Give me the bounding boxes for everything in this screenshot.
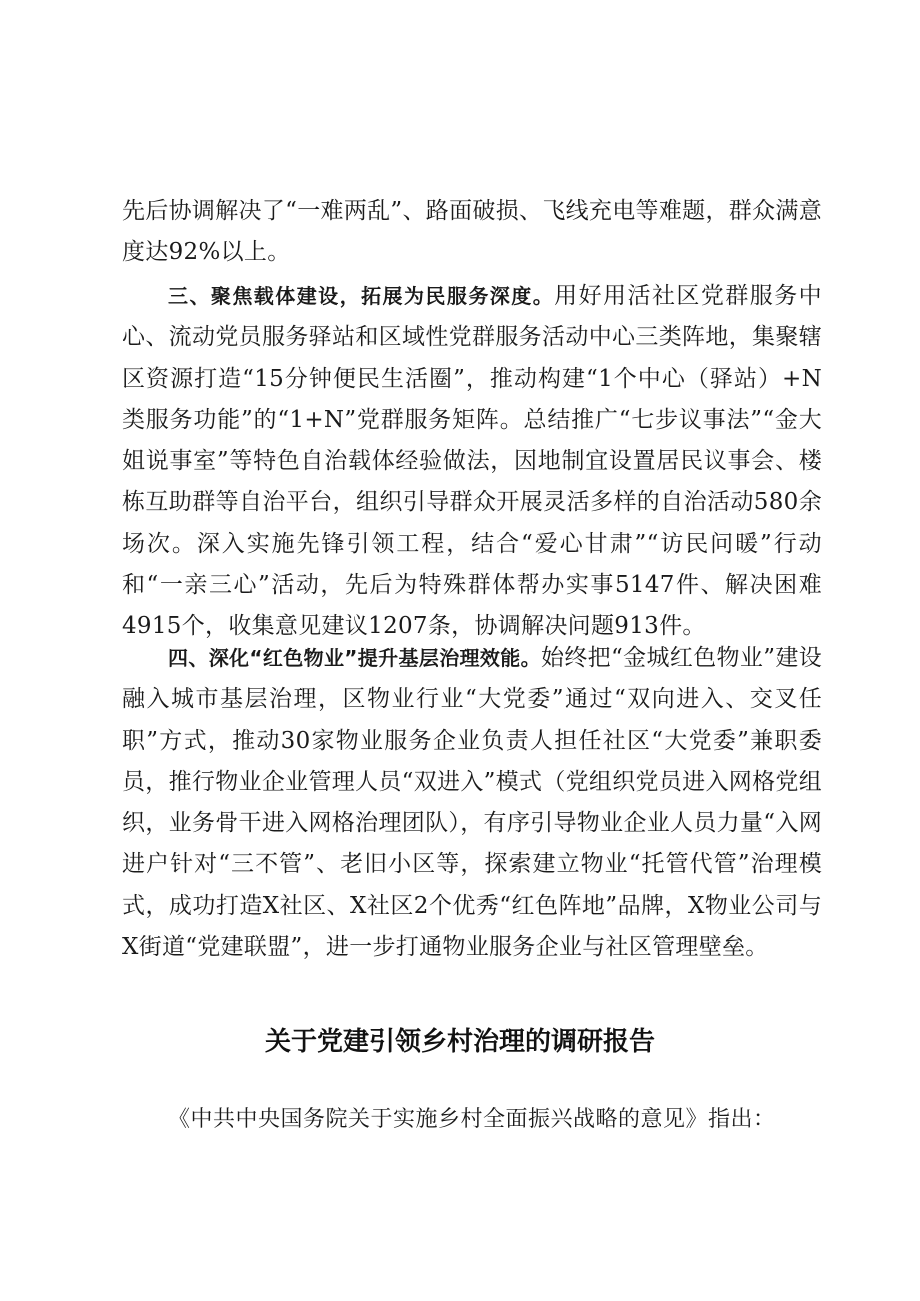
paragraph-text: 用好用活社区党群服务中心、流动党员服务驿站和区域性党群服务活动中心三类阵地，集聚辖区资源打造“15分钟便民生活圈”，推动构建“1个中心（驿站）+N类服务功能”的“1+N”党群服务矩阵。总结推广“七步议事法”“金大姐说事室”等特色自治载体经验做法，因地制宜设置居民议事会、楼栋互助群等自治平台，组织引导群众开展灵活多样的自治活动580余场次。深入实施先锋引领工程，结合“爱心甘肃”“访民问暖”行动和“一亲三心”活动，先后为特殊群体帮办实事5147件、解决困难4915个，收集意见建议1207条，协调解决问题913件。 <box>122 283 822 640</box>
paragraph-continued <box>122 191 822 274</box>
report-title: 关于党建引领乡村治理的调研报告 <box>264 1027 655 1058</box>
section-lead-heading: 四、深化“红色物业”提升基层治理效能。 <box>168 646 541 670</box>
paragraph-text: 始终把“金城红色物业”建设融入城市基层治理，区物业行业“大党委”通过“双向进入、交叉任职”方式，推动30家物业服务企业负责人担任社区“大党委”兼职委员，推行物业企业管理人员“双进入”模式（党组织党员进入网格党组织，业务骨干进入网格治理团队），有序引导物业企业人员力量“入网进户针对“三不管”、老旧小区等，探索建立物业“托管代管”治理模式，成功打造X社区、X社区2个优秀“红色阵地”品牌，X物业公司与X街道“党建联盟”，进一步打通物业服务企业与社区管理壁垒。 <box>122 645 822 961</box>
paragraph-red-property <box>122 638 822 968</box>
section-lead-heading: 三、聚焦载体建设，拓展为民服务深度。 <box>168 284 555 308</box>
report-intro: 《中共中央国务院关于实施乡村全面振兴战略的意见》指出： <box>168 1107 776 1132</box>
paragraph-text: 先后协调解决了“一难两乱”、路面破损、飞线充电等难题，群众满意度达92%以上。 <box>122 198 822 266</box>
paragraph-carrier-construction <box>122 276 822 648</box>
